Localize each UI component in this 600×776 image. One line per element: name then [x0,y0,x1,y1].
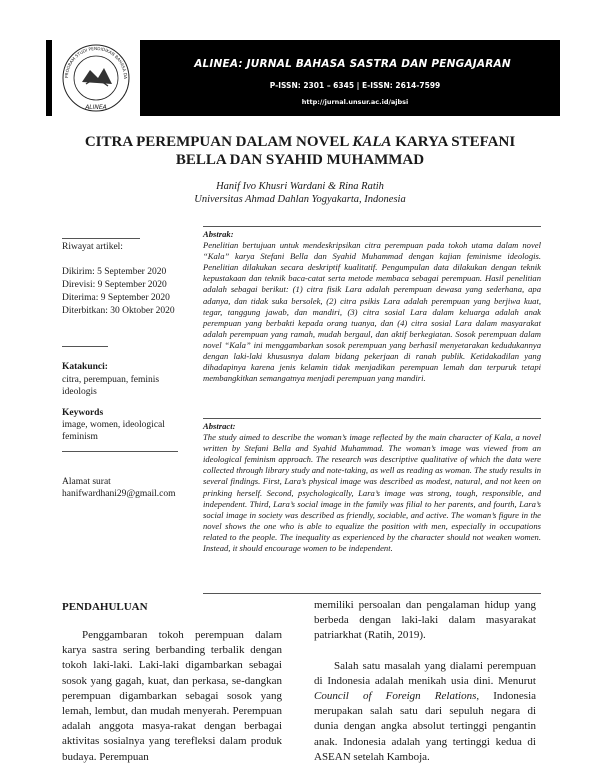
sidebar-rule-top [62,238,140,239]
title-line1-italic: KALA [352,134,392,150]
abstrak-heading: Abstrak: [203,229,234,239]
history-received: Dikirim: 5 September 2020 [62,267,167,277]
keywords-id-line1: citra, perempuan, feminis [62,375,160,385]
history-label: Riwayat artikel: [62,242,123,252]
abstrak-block [203,229,541,384]
body-paragraph [314,659,536,765]
history-revised: Direvisi: 9 September 2020 [62,280,167,290]
journal-logo [52,38,140,116]
keywords-id-label: Katakunci: [62,362,108,372]
body-text: Salah satu masalah yang dialami perempuan di Indonesia adalah menikah usia dini. Menurut [314,659,536,687]
address-label: Alamat surat [62,477,111,487]
logo-ring-text: PROGRAM STUDI PENDIDIKAN BAHASA DA [63,45,129,80]
abstract-rule-mid [203,418,541,419]
abstract-heading: Abstract: [203,421,236,431]
section-heading: PENDAHULUAN [62,601,148,613]
keywords-id-line2: ideologis [62,387,97,397]
abstrak-text: Penelitian bertujuan untuk mendeskripsikan citra perempuan pada tokoh utama dalam novel “Kala” karya Stefani Bella dan Syahid Muhammad dengan kajian feminisme ideologis. Penelitian dilakukan secara deskriptif kualitatif. Pengumpulan data dilakukan dengan teknik kepustakaan dan teknik baca-catat serta metode membaca sebagai perempuan. Hasil penelitian adalah sebagai berikut: (1) citra fisik Lara adalah perempuan dewasa yang sederhana, apa adanya, dan tidak suka bersolek, (2) citra psikis Lara adalah perempuan yang berjiwa kuat, tegar, tanggung jawab, dan mandiri, (3) citra sosial Lara dalam keluarga adalah anak perempuan yang berbakti kepada orang tuanya, dan (4) citra sosial Lara dalam masyarakat adalah perempuan yang ramah, mudah bergaul, dan aktif berkegiatan. Sosok perempuan dalam novel “Kala” ini menggambarkan sosok perempuan yang berhasil menyetarakan kedudukannya dengan laki-laki khususnya dalam bidang pekerjaan di ranah publik. Ketidakadilan yang dihadapinya karena jenis kelamin tidak menjadikan perempuan lemah dan terpuruk tetapi membangkitkan semangatnya menjadi perempuan yang mandiri. [203,240,541,384]
author-block [60,180,540,206]
body-column-left [62,628,282,765]
paper-title [70,133,530,169]
keywords-en-label: Keywords [62,408,104,418]
abstract-block [203,421,541,554]
title-line1-suffix: KARYA STEFANI [391,134,516,150]
keywords-en-line1: image, women, ideological [62,420,165,430]
body-paragraph: Penggambaran tokoh perempuan dalam karya sastra sering berbanding terbalik dengan tokoh laki-laki. Laki-laki digambarkan sebagai sosok yang gagah, kuat, dan perkasa, se-dangkan perempuan digambarkan sebagai sosok yang lemah, lembut, dan mudah menyerah. Perempuan adalah anggota masya-rakat dengan berbagai aktivitas sosialnya yang terefleksi dalam produk budaya. Perempuan [62,629,282,763]
abstract-text: The study aimed to describe the woman’s image reflected by the main character of Kala, a novel written by Stefani Bella and Syahid Muhammad. The woman’s image was viewed from an ideological feminism approach. The research was descriptive qualitative of which the data were collected through library study and note-taking, as well as reading as woman. The study results in several findings. First, Lara’s physical image was described as modest, natural, and not keen on prinking herself. Second, psychologically, Lara’s image was strong, tough, responsible, and independent. Third, Lara’s social image in the family was filial to her parents, and fourth, Lara’s social image in society was described as friendly, sociable, and active. The woman’s figure in the novel shows the one who is able to equalize the position with men, especially in occupations related to the people. The inequality as experienced by the character should not weaken women. Instead, it should encourage women to be independent. [203,432,541,554]
keywords-en-line2: feminism [62,432,98,442]
history-published: Diterbitkan: 30 Oktober 2020 [62,306,175,316]
corresponding-email[interactable]: hanifwardhani29@gmail.com [62,489,176,499]
journal-issn: P-ISSN: 2301 – 6345 | E-ISSN: 2614-7599 [269,81,441,90]
body-text: , Indonesia merupakan salah satu dari sepuluh negara di dunia dengan angka absolut tertinggi pengantin anak. Indonesia adalah yang tertinggi kedua di ASEAN setelah Kamboja. [314,690,537,763]
abstract-rule-bottom [203,593,541,594]
body-text-italic: Council of Foreign Relations [314,690,477,703]
body-paragraph: memiliki persoalan dan pengalaman hidup yang berbeda dengan laki-laki dalam masyarakat patriarkhat (Ratih, 2019). [314,599,536,642]
sidebar-rule-low [62,451,178,452]
title-line1-prefix: CITRA PEREMPUAN DALAM NOVEL [84,134,353,150]
title-line2: BELLA DAN SYAHID MUHAMMAD [175,152,425,168]
logo-bottom-text: ALINEA [85,104,107,111]
history-accepted: Diterima: 9 September 2020 [62,293,170,303]
sidebar-rule-mid [62,346,108,347]
abstract-rule-top [203,226,541,227]
author-names: Hanif Ivo Khusri Wardani & Rina Ratih [216,181,384,192]
journal-url[interactable]: http://jurnal.unsur.ac.id/ajbsi [301,98,409,106]
author-affiliation: Universitas Ahmad Dahlan Yogyakarta, Indonesia [194,194,406,205]
journal-title: ALINEA: JURNAL BAHASA SASTRA DAN PENGAJARAN [194,58,511,70]
body-column-right [314,598,536,765]
